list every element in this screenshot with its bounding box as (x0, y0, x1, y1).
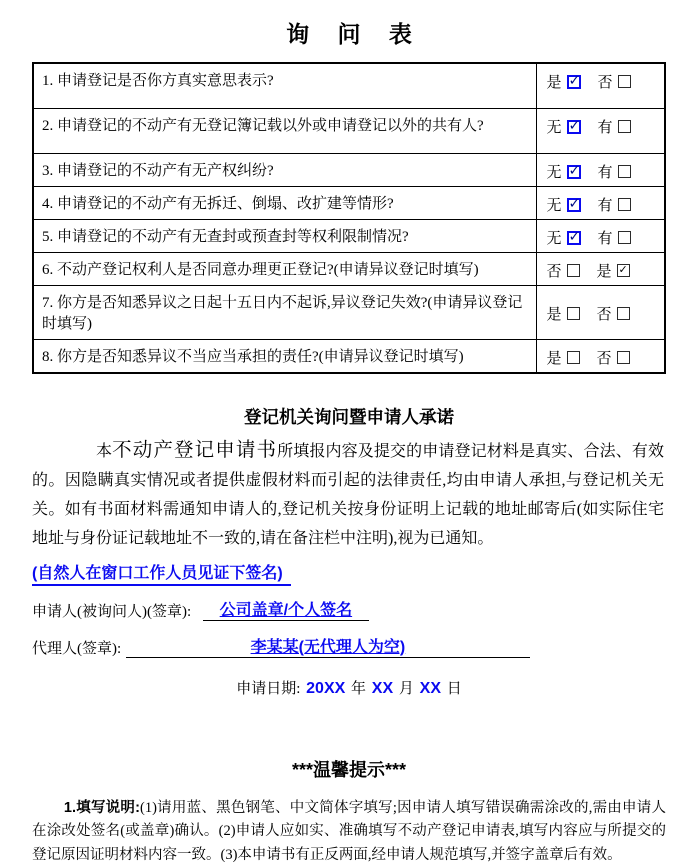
table-row (33, 252, 665, 285)
question-text: 5. 申请登记的不动产有无查封或预查封等权利限制情况? (33, 219, 536, 252)
option-label: 是 (547, 347, 562, 368)
question-text: 2. 申请登记的不动产有无登记簿记载以外或申请登记以外的共有人? (33, 108, 536, 153)
checkbox[interactable] (618, 198, 631, 211)
applicant-signature-value: 公司盖章/个人签名 (220, 602, 352, 619)
checkbox[interactable] (567, 351, 580, 364)
applicant-label: 申请人(被询问人)(签章): (32, 600, 191, 621)
applicant-signature-field[interactable] (203, 597, 369, 621)
option-label: 有 (598, 194, 613, 215)
options-cell (536, 153, 665, 186)
date-day-value[interactable]: XX (418, 680, 443, 697)
options-cell (536, 339, 665, 373)
agent-signature-row (32, 634, 666, 660)
options-cell (536, 219, 665, 252)
option-label: 是 (547, 71, 562, 92)
question-text: 1. 申请登记是否你方真实意思表示? (33, 63, 536, 108)
question-table (32, 62, 666, 374)
question-text: 8. 你方是否知悉异议不当应当承担的责任?(申请异议登记时填写) (33, 339, 536, 373)
option-label: 否 (547, 260, 562, 281)
option-label: 是 (547, 303, 562, 324)
checkbox[interactable] (617, 264, 630, 277)
document-name-inline: 不动产登记申请书 (112, 440, 277, 461)
option-label: 有 (598, 116, 613, 137)
options-cell (536, 252, 665, 285)
date-year-value[interactable]: 20XX (304, 680, 347, 697)
table-row (33, 108, 665, 153)
checkbox[interactable] (567, 75, 581, 89)
table-row (33, 186, 665, 219)
options-cell (536, 186, 665, 219)
tips-lead: 1.填写说明: (64, 800, 140, 816)
question-text: 7. 你方是否知悉异议之日起十五日内不起诉,异议登记失效?(申请异议登记时填写) (33, 285, 536, 339)
checkbox[interactable] (567, 165, 581, 179)
options-cell (536, 108, 665, 153)
commitment-heading: 登记机关询问暨申请人承诺 (32, 404, 666, 429)
table-row (33, 63, 665, 108)
checkbox[interactable] (567, 307, 580, 320)
applicant-signature-row (32, 597, 666, 623)
options-cell (536, 63, 665, 108)
option-label: 否 (598, 71, 613, 92)
agent-signature-value: 李某某(无代理人为空) (251, 639, 406, 656)
table-row (33, 153, 665, 186)
checkbox[interactable] (618, 75, 631, 88)
checkbox[interactable] (567, 198, 581, 212)
checkbox[interactable] (618, 231, 631, 244)
agent-label: 代理人(签章): (32, 637, 121, 658)
option-label: 否 (597, 347, 612, 368)
checkbox[interactable] (567, 264, 580, 277)
witness-note: (自然人在窗口工作人员见证下签名) (32, 560, 291, 586)
checkbox[interactable] (567, 120, 581, 134)
paragraph-body: 所填报内容及提交的申请登记材料是真实、合法、有效的。因隐瞒真实情况或者提供虚假材料而引起的法律责任,均由申请人承担,与登记机关无关。如有书面材料需通知申请人的,登记机关按身份证明上记载的地址邮寄后(如实际住宅地址与身份证记载地址不一致的,请在备注栏中注明),视为已通知。 (32, 443, 664, 547)
tips-title: ***温馨提示*** (32, 756, 666, 782)
option-label: 有 (598, 227, 613, 248)
question-text: 6. 不动产登记权利人是否同意办理更正登记?(申请异议登记时填写) (33, 252, 536, 285)
date-label: 申请日期: (236, 681, 300, 697)
date-day-unit: 日 (447, 681, 462, 697)
tips-paragraph (32, 797, 666, 867)
tips-body: (1)请用蓝、黑色钢笔、中文简体字填写;因申请人填写错误确需涂改的,需由申请人在涂改处签名(或盖章)确认。(2)申请人应如实、准确填写不动产登记申请表,填写内容应与所提交的登记原因证明材料内容一致。(3)本申请书有正反两面,经申请人规范填写,并签字盖章后有效。 (32, 800, 666, 863)
option-label: 无 (547, 227, 562, 248)
date-year-unit: 年 (351, 681, 366, 697)
application-date-row (32, 677, 666, 698)
table-row (33, 339, 665, 373)
option-label: 无 (547, 194, 562, 215)
option-label: 无 (547, 161, 562, 182)
question-text: 3. 申请登记的不动产有无产权纠纷? (33, 153, 536, 186)
checkbox[interactable] (567, 231, 581, 245)
commitment-paragraph (32, 436, 666, 553)
checkbox[interactable] (618, 165, 631, 178)
option-label: 是 (597, 260, 612, 281)
table-row (33, 285, 665, 339)
page-title: 询 问 表 (32, 16, 666, 49)
witness-note-row (32, 553, 666, 586)
question-text: 4. 申请登记的不动产有无拆迁、倒塌、改扩建等情形? (33, 186, 536, 219)
option-label: 无 (547, 116, 562, 137)
option-label: 有 (598, 161, 613, 182)
paragraph-prefix: 本 (96, 443, 112, 460)
date-month-value[interactable]: XX (370, 680, 395, 697)
agent-signature-field[interactable] (126, 634, 530, 658)
date-month-unit: 月 (399, 681, 414, 697)
options-cell (536, 285, 665, 339)
checkbox[interactable] (618, 120, 631, 133)
checkbox[interactable] (617, 307, 630, 320)
option-label: 否 (597, 303, 612, 324)
checkbox[interactable] (617, 351, 630, 364)
table-row (33, 219, 665, 252)
